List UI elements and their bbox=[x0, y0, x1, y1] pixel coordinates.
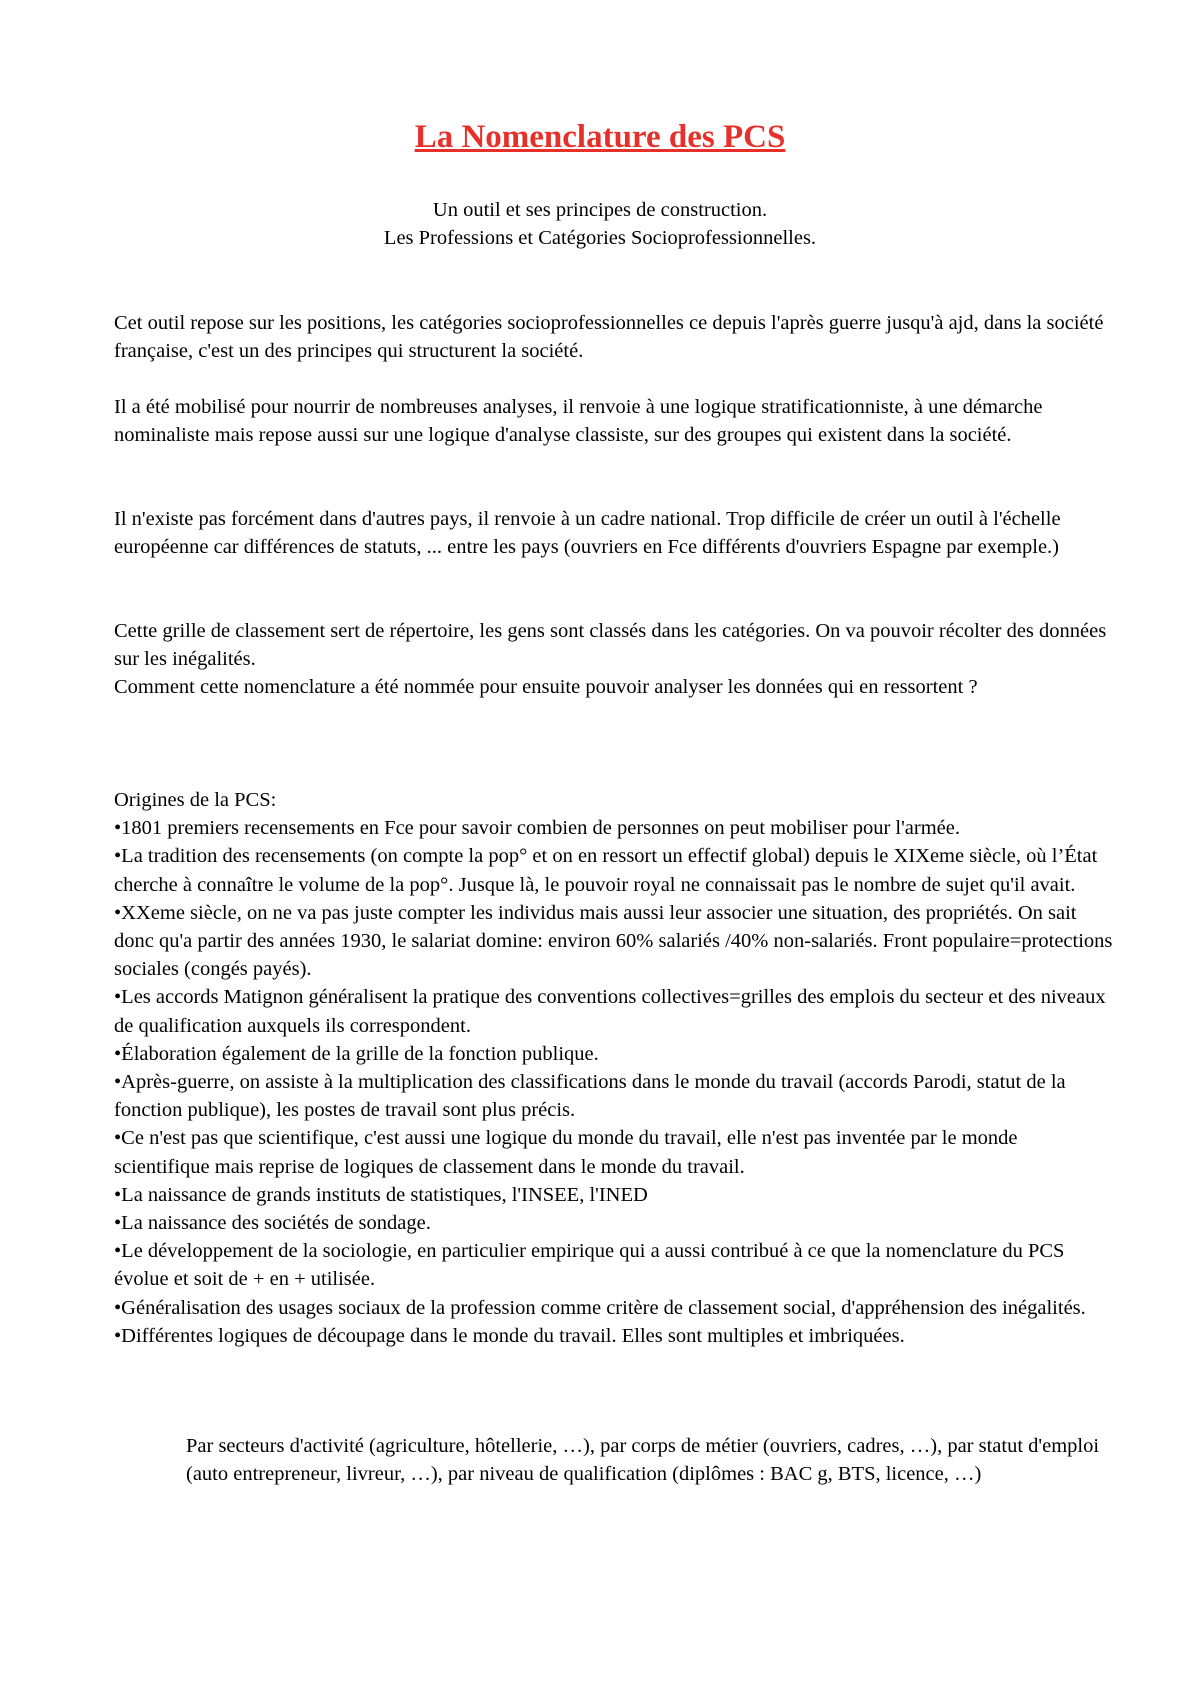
origins-section bbox=[114, 786, 1118, 1350]
list-item: •Ce n'est pas que scientifique, c'est aussi une logique du monde du travail, elle n'est pas inventée par le monde scientifique mais reprise de logiques de classement dans le monde du travail. bbox=[114, 1127, 1023, 1178]
list-item: •Le développement de la sociologie, en particulier empirique qui a aussi contribué à ce que la nomenclature du PCS évolue et soit de + en + utilisée. bbox=[114, 1240, 1070, 1291]
list-item: •La tradition des recensements (on compte la pop° et on en ressort un effectif global) depuis le XIXeme siècle, où l’État cherche à connaître le volume de la pop°. Jusque là, le pouvoir royal ne connaissait pas le nombre de sujet qu'il avait. bbox=[114, 845, 1103, 896]
list-item: •Différentes logiques de découpage dans le monde du travail. Elles sont multiples et imbriquées. bbox=[114, 1324, 905, 1347]
subtitle-line-2: Les Professions et Catégories Socioprofessionnelles. bbox=[383, 227, 817, 249]
list-item: •1801 premiers recensements en Fce pour savoir combien de personnes on peut mobiliser pour l'armée. bbox=[114, 817, 960, 840]
list-item: •La naissance de grands instituts de statistiques, l'INSEE, l'INED bbox=[114, 1183, 648, 1206]
list-item: •Les accords Matignon généralisent la pratique des conventions collectives=grilles des emplois du secteur et des niveaux de qualification auxquels ils correspondent. bbox=[114, 986, 1111, 1037]
paragraph-3: Il n'existe pas forcément dans d'autres pays, il renvoie à un cadre national. Trop difficile de créer un outil à l'échelle européenne car différences de statuts, ... entre les pays (ouvriers en Fce différents d'ouvriers Espagne par exemple.) bbox=[114, 508, 1066, 559]
paragraph-2: Il a été mobilisé pour nourrir de nombreuses analyses, il renvoie à une logique stratificationniste, à une démarche nominaliste mais repose aussi sur une logique d'analyse classiste, sur des groupes qui existent dans la société. bbox=[114, 396, 1048, 447]
origins-heading: Origines de la PCS: bbox=[114, 789, 277, 811]
list-item: •La naissance des sociétés de sondage. bbox=[114, 1212, 431, 1235]
paragraph-4: Cette grille de classement sert de répertoire, les gens sont classés dans les catégories. On va pouvoir récolter des données sur les inégalités. Comment cette nomenclature a été nommée pour ensuite pouvoir analyser les données qui en ressortent ? bbox=[114, 620, 1112, 699]
list-item: •Après-guerre, on assiste à la multiplication des classifications dans le monde du travail (accords Parodi, statut de la fonction publique), les postes de travail sont plus précis. bbox=[114, 1071, 1071, 1122]
list-item: •Élaboration également de la grille de la fonction publique. bbox=[114, 1042, 599, 1065]
list-item: •XXeme siècle, on ne va pas juste compter les individus mais aussi leur associer une situation, des propriétés. On sait donc qu'a partir des années 1930, le salariat domine: environ 60% salariés /40% non-salariés. Front populaire=protections sociales (congés payés). bbox=[114, 901, 1118, 981]
document-title: La Nomenclature des PCS bbox=[414, 119, 786, 155]
paragraph-1: Cet outil repose sur les positions, les catégories socioprofessionnelles ce depuis l'après guerre jusqu'à ajd, dans la société française, c'est un des principes qui structurent la société. bbox=[114, 312, 1109, 363]
list-item: •Généralisation des usages sociaux de la profession comme critère de classement social, d'appréhension des inégalités. bbox=[114, 1296, 1086, 1319]
subtitle-line-1: Un outil et ses principes de construction. bbox=[432, 199, 768, 221]
indented-paragraph: Par secteurs d'activité (agriculture, hôtellerie, …), par corps de métier (ouvriers, cadres, …), par statut d'emploi (auto entrepreneur, livreur, …), par niveau de qualification (diplômes : BAC g, BTS, licence, …) bbox=[186, 1435, 1100, 1486]
